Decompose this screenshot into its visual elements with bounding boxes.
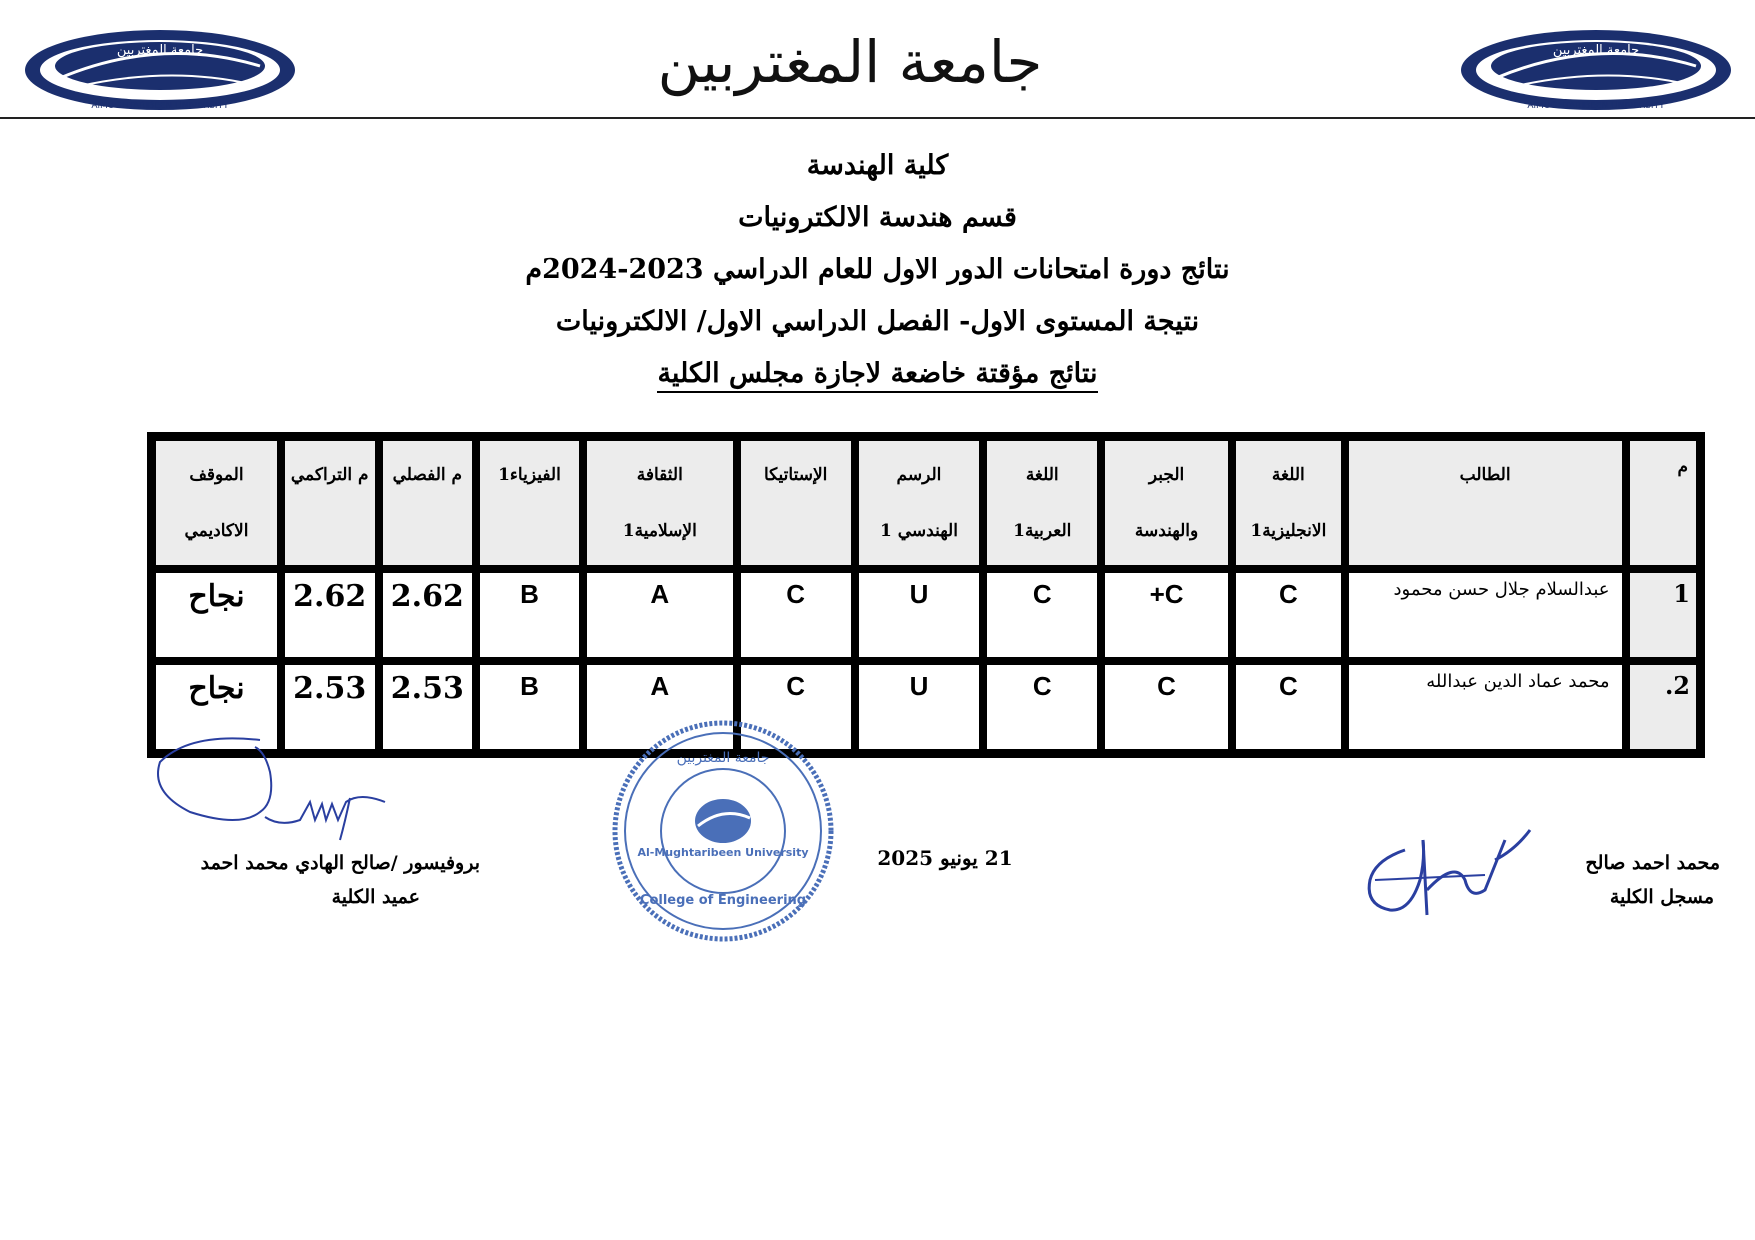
svg-text:College of Engineering: College of Engineering — [639, 893, 807, 908]
grade-drawing1: U — [857, 663, 982, 751]
table-row — [154, 571, 1698, 659]
header-divider — [0, 117, 1755, 119]
svg-text:جامعة المغتربين: جامعة المغتربين — [676, 750, 770, 766]
grade-english1: C — [1234, 571, 1343, 659]
grade-drawing1: U — [857, 571, 982, 659]
svg-text:جامعة المغتربين: جامعة المغتربين — [1552, 43, 1640, 58]
registrar-title: مسجل الكلية — [1609, 886, 1714, 908]
row-index: 2. — [1628, 663, 1698, 751]
column-header-algebra: الجبر والهندسة — [1103, 439, 1230, 567]
grade-statics: C — [739, 663, 853, 751]
column-header-drawing1: الرسم الهندسي 1 — [857, 439, 982, 567]
column-header-cumulative-gpa: م التراكمي — [283, 439, 377, 567]
grade-statics: C — [739, 571, 853, 659]
column-header-islamic1: الثقافة الإسلامية1 — [585, 439, 735, 567]
registrar-block — [1490, 846, 1720, 914]
column-header-arabic1: اللغة العربية1 — [985, 439, 1099, 567]
faculty-title: كلية الهندسة — [806, 150, 949, 181]
dean-block — [160, 846, 480, 914]
semester-gpa: 2.62 — [381, 571, 475, 659]
grade-algebra: C+ — [1103, 571, 1230, 659]
results-table — [147, 432, 1705, 758]
column-header-semester-gpa: م الفصلي — [381, 439, 475, 567]
grade-physics1: B — [478, 663, 581, 751]
document-titles — [0, 140, 1755, 400]
provisional-note: نتائج مؤقتة خاضعة لاجازة مجلس الكلية — [0, 348, 1755, 400]
dean-signature — [150, 732, 420, 842]
svg-text:جامعة المغتربين: جامعة المغتربين — [116, 43, 204, 58]
svg-text:Al-Mughtaribeen University: Al-Mughtaribeen University — [637, 846, 809, 859]
svg-text:AlMUGHTARIBEEN UNIVERSITY: AlMUGHTARIBEEN UNIVERSITY — [91, 101, 229, 111]
dean-name: بروفيسور /صالح الهادي محمد احمد — [200, 852, 480, 874]
semester-gpa: 2.53 — [381, 663, 475, 751]
university-name: جامعة المغتربين — [657, 28, 1043, 96]
grade-islamic1: A — [585, 571, 735, 659]
table-header-row — [154, 439, 1698, 567]
column-header-student: الطالب — [1347, 439, 1624, 567]
exam-session-title: نتائج دورة امتحانات الدور الاول للعام الدراسي 2023-2024م — [525, 254, 1230, 285]
university-logo-right — [1456, 26, 1736, 116]
column-header-statics: الإستاتيكا — [739, 439, 853, 567]
registrar-name: محمد احمد صالح — [1585, 852, 1720, 874]
academic-status: نجاح — [154, 571, 279, 659]
page-header — [0, 0, 1755, 118]
column-header-physics1: الفيزياء1 — [478, 439, 581, 567]
column-header-status: الموقف الاكاديمي — [154, 439, 279, 567]
grade-islamic1: A — [585, 663, 735, 751]
grade-arabic1: C — [985, 571, 1099, 659]
grade-algebra: C — [1103, 663, 1230, 751]
student-name: عبدالسلام جلال حسن محمود — [1347, 571, 1624, 659]
university-logo-left — [20, 26, 300, 116]
department-title: قسم هندسة الالكترونيات — [738, 202, 1017, 233]
student-name: محمد عماد الدين عبدالله — [1347, 663, 1624, 751]
grade-physics1: B — [478, 571, 581, 659]
grade-arabic1: C — [985, 663, 1099, 751]
dean-title: عميد الكلية — [331, 886, 420, 908]
academic-status: نجاح — [154, 663, 279, 751]
row-index: 1 — [1628, 571, 1698, 659]
svg-text:AlMUGHTARIBEEN UNIVERSITY: AlMUGHTARIBEEN UNIVERSITY — [1527, 101, 1665, 111]
cumulative-gpa: 2.62 — [283, 571, 377, 659]
column-header-english1: اللغة الانجليزية1 — [1234, 439, 1343, 567]
cumulative-gpa: 2.53 — [283, 663, 377, 751]
document-date: 21 يونيو 2025 — [877, 846, 1013, 870]
college-stamp — [610, 718, 836, 944]
grade-english1: C — [1234, 663, 1343, 751]
column-header-index: م — [1628, 439, 1698, 567]
level-result-title: نتيجة المستوى الاول- الفصل الدراسي الاول/ الالكترونيات — [555, 306, 1200, 337]
